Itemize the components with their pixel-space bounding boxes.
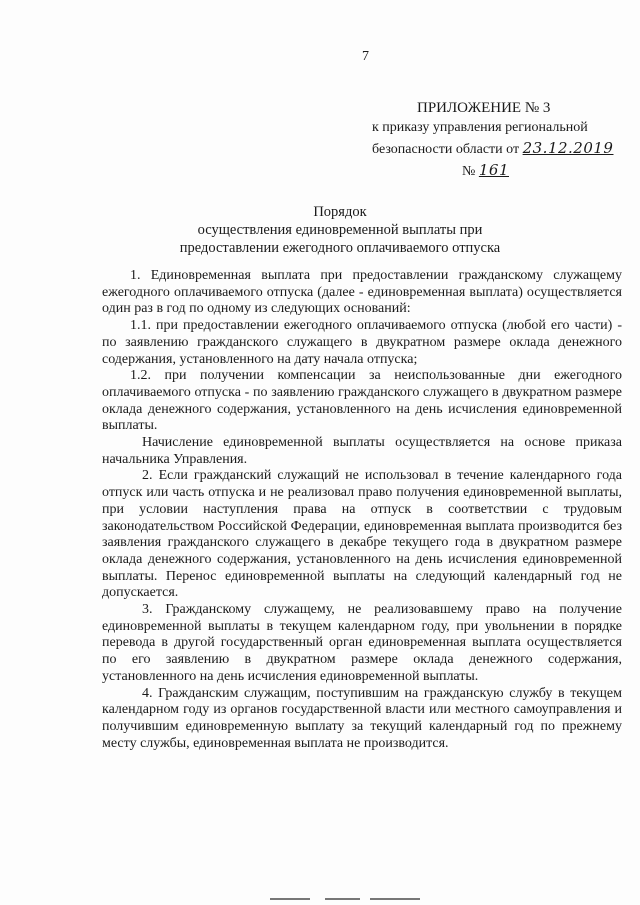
scan-edge-marks (270, 896, 440, 902)
title-line-3: предоставлении ежегодного оплачиваемого отпуска (179, 240, 501, 256)
order-number-line (372, 160, 632, 182)
paragraph-1-3: Начисление единовременной выплаты осуществляется на основе приказа начальника Управления. (102, 435, 622, 467)
appendix-header (372, 98, 632, 182)
document-title (150, 203, 530, 257)
page-number: 7 (362, 49, 369, 64)
appendix-title: ПРИЛОЖЕНИЕ № 3 (417, 100, 551, 116)
paragraph-1-1: 1.1. при предоставлении ежегодного оплачиваемого отпуска (любой его части) - по заявлению гражданского служащего в двукратном размере оклада денежного содержания, установленного на дату начала отпуска; (102, 318, 622, 367)
order-date-handwritten: 23.12.2019 (522, 139, 614, 157)
order-date-line (372, 138, 632, 160)
paragraph-4: 4. Гражданским служащим, поступившим на гражданскую службу в текущем календарном году из органов государственной власти или местного самоуправления и получившим единовременную выплату за текущий календарный год по прежнему месту службы, единовременная выплата не производится. (102, 685, 622, 751)
title-line-2: осуществления единовременной выплаты при (197, 222, 483, 238)
order-number-handwritten: 161 (478, 161, 509, 179)
title-line-1: Порядок (313, 204, 367, 220)
paragraph-2: 2. Если гражданский служащий не использовал в течение календарного года отпуск или часть отпуска и не реализовал право получения единовременной выплаты, при условии наступления права на отпуск в соответствии с трудовым законодательством Российской Федерации, единовременная выплата производится без заявления гражданского служащего в декабре текущего года в двукратном размере оклада денежного содержания, установленного на день исчисления единовременной выплаты. Перенос единовременной выплаты на следующий календарный год не допускается. (102, 468, 622, 601)
paragraph-3: 3. Гражданскому служащему, не реализовавшему право на получение единовременной выплаты в текущем календарном году, при увольнении в порядке перевода в другой государственный орган единовременная выплата осуществляется по его заявлению в двукратном размере оклада денежного содержания, установленного на день исчисления единовременной выплаты. (102, 602, 622, 684)
order-reference-line: к приказу управления региональной (372, 120, 588, 135)
paragraph-1-2: 1.2. при получении компенсации за неиспользованные дни ежегодного оплачиваемого отпуска - по заявлению гражданского служащего в двукратном размере оклада денежного содержания, установленного на день исчисления единовременной выплаты. (102, 368, 622, 434)
order-number-prefix: № (462, 164, 476, 179)
order-date-prefix: безопасности области от (372, 142, 520, 157)
paragraph-1: 1. Единовременная выплата при предоставлении гражданскому служащему ежегодного оплачиваемого отпуска (далее - единовременная выплата) осуществляется один раз в год по одному из следующих оснований: (102, 268, 622, 317)
document-body (102, 268, 622, 752)
